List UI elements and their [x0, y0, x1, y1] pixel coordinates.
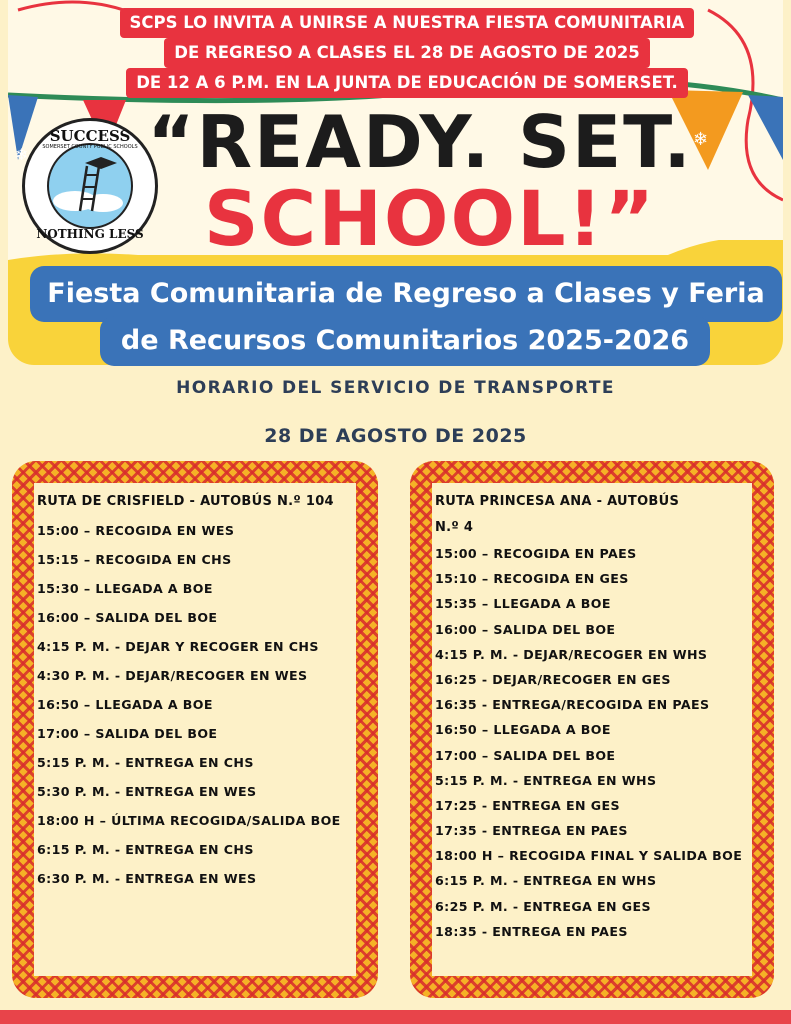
invite-line-1: SCPS LO INVITA A UNIRSE A NUESTRA FIESTA COMUNITARIA	[120, 8, 695, 38]
route-stop: 15:35 – LLEGADA A BOE	[435, 596, 611, 612]
invitation-text	[95, 8, 719, 98]
route-stop: 5:30 P. M. - ENTREGA EN WES	[37, 784, 257, 799]
route-stop: 18:35 - ENTREGA EN PAES	[435, 923, 628, 939]
subtitle-line-2: de Recursos Comunitarios 2025-2026	[100, 316, 710, 366]
route-stop: 6:15 P. M. - ENTREGA EN WHS	[435, 873, 657, 889]
route-stop: 16:00 – SALIDA DEL BOE	[37, 610, 218, 625]
route-stop: 16:25 - DEJAR/RECOGER EN GES	[435, 671, 671, 687]
title-line-1: “READY. SET.	[147, 100, 693, 184]
title-line-2: SCHOOL!”	[203, 174, 657, 263]
route-stop: 6:30 P. M. - ENTREGA EN WES	[37, 871, 257, 886]
route-title: RUTA PRINCESA ANA - AUTOBÚS	[435, 494, 680, 509]
route-stop: 15:15 – RECOGIDA EN CHS	[37, 552, 232, 567]
route-stop: 15:30 – LLEGADA A BOE	[37, 581, 213, 596]
route-stop: 16:50 – LLEGADA A BOE	[37, 697, 213, 712]
route-stop: 16:50 – LLEGADA A BOE	[435, 722, 611, 738]
route-stop: 15:10 – RECOGIDA EN GES	[435, 571, 629, 587]
subtitle-line-1: Fiesta Comunitaria de Regreso a Clases y Feria	[30, 266, 782, 322]
route-stop: 17:00 – SALIDA DEL BOE	[435, 747, 616, 763]
route-stop: 16:35 - ENTREGA/RECOGIDA EN PAES	[435, 697, 710, 713]
logo-ring-text: SOMERSET COUNTY PUBLIC SCHOOLS	[42, 144, 138, 150]
route-title-continued: N.º 4	[435, 520, 474, 535]
route-stop: 17:00 – SALIDA DEL BOE	[37, 726, 218, 741]
route-stop: 6:15 P. M. - ENTREGA EN CHS	[37, 842, 254, 857]
route-stop: 16:00 – SALIDA DEL BOE	[435, 621, 616, 637]
school-logo	[22, 118, 158, 254]
invite-line-3: DE 12 A 6 P.M. EN LA JUNTA DE EDUCACIÓN DE SOMERSET.	[126, 68, 688, 98]
invite-line-2: DE REGRESO A CLASES EL 28 DE AGOSTO DE 2025	[164, 38, 649, 68]
logo-top-text: SUCCESS	[49, 127, 131, 145]
route-stop: 5:15 P. M. - ENTREGA EN CHS	[37, 755, 254, 770]
bottom-bar	[0, 1010, 791, 1024]
route-stop: 4:30 P. M. - DEJAR/RECOGER EN WES	[37, 668, 308, 683]
left-route	[37, 494, 357, 900]
route-stop: 15:00 – RECOGIDA EN PAES	[435, 546, 637, 561]
route-stop: 4:15 P. M. - DEJAR Y RECOGER EN CHS	[37, 639, 319, 654]
schedule-heading: HORARIO DEL SERVICIO DE TRANSPORTE	[176, 378, 615, 398]
date-heading: 28 DE AGOSTO DE 2025	[264, 425, 527, 447]
route-title: RUTA DE CRISFIELD - AUTOBÚS N.º 104	[37, 494, 334, 509]
route-stop: 17:25 - ENTREGA EN GES	[435, 797, 620, 813]
route-stop: 4:15 P. M. - DEJAR/RECOGER EN WHS	[435, 646, 708, 662]
route-stop: 5:15 P. M. - ENTREGA EN WHS	[435, 772, 657, 788]
route-stop: 15:00 – RECOGIDA EN WES	[37, 523, 235, 538]
route-stop: 17:35 - ENTREGA EN PAES	[435, 823, 628, 839]
right-route	[435, 494, 755, 949]
route-stop: 6:25 P. M. - ENTREGA EN GES	[435, 898, 651, 914]
logo-bottom-text: NOTHING LESS	[36, 227, 144, 241]
route-stop: 18:00 H – ÚLTIMA RECOGIDA/SALIDA BOE	[37, 813, 341, 828]
svg-text:❄: ❄	[15, 145, 29, 164]
route-stop: 18:00 H – RECOGIDA FINAL Y SALIDA BOE	[435, 848, 743, 864]
svg-text:❄: ❄	[693, 129, 709, 150]
